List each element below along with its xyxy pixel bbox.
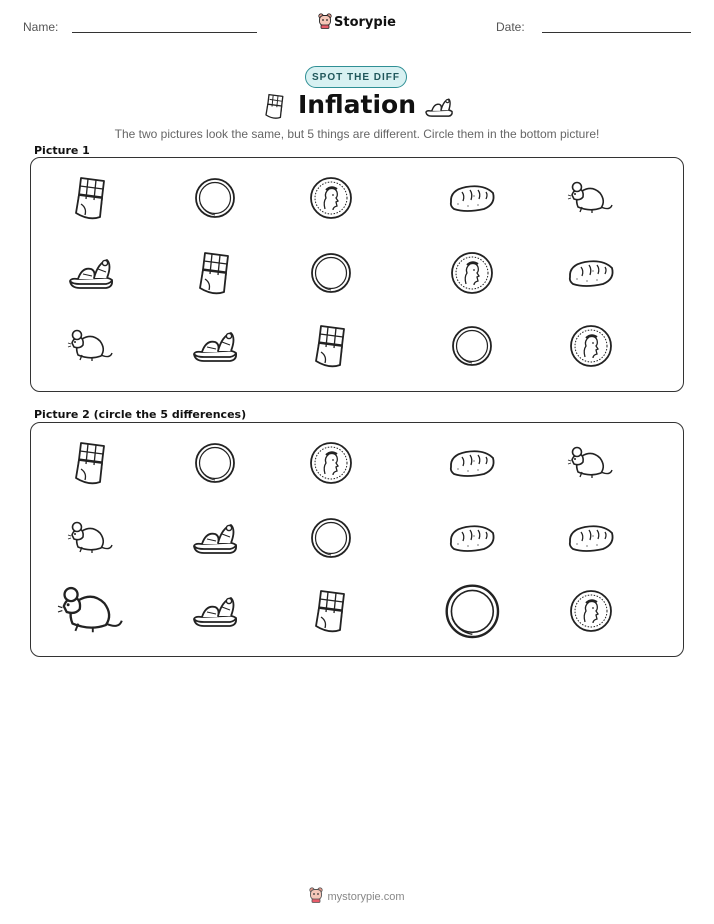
chocolate-bar-icon <box>311 588 351 634</box>
picture1-cell-1-4 <box>567 257 615 289</box>
picture1-cell-2-0 <box>68 327 114 365</box>
picture2-cell-0-0[interactable] <box>71 440 111 486</box>
picture2-panel[interactable] <box>30 422 684 657</box>
picture2-cell-0-4[interactable] <box>568 444 614 482</box>
picture2-cell-2-3[interactable] <box>444 583 501 640</box>
chocolate-bar-icon <box>71 440 111 486</box>
picture1-panel <box>30 157 684 392</box>
sandal-icon <box>192 329 238 363</box>
picture1-cell-0-2 <box>309 176 353 220</box>
name-label: Name: <box>23 20 59 34</box>
picture1-cell-2-3 <box>451 325 493 367</box>
picture1-cell-1-2 <box>310 252 352 294</box>
picture2-cell-0-1[interactable] <box>194 442 236 484</box>
picture1-cell-2-4 <box>569 324 613 368</box>
picture1-cell-2-2 <box>311 323 351 369</box>
picture2-cell-0-3[interactable] <box>448 447 496 479</box>
sandal-icon <box>192 594 238 628</box>
sandal-icon <box>424 96 454 118</box>
picture2-cell-1-4[interactable] <box>567 522 615 554</box>
mouse-icon <box>68 327 114 365</box>
sandal-icon <box>192 521 238 555</box>
picture2-cell-2-0[interactable] <box>58 583 125 638</box>
picture2-cell-1-2[interactable] <box>310 517 352 559</box>
date-line[interactable] <box>542 32 691 33</box>
mouse-icon <box>568 179 614 217</box>
brand-name: Storypie <box>334 15 396 30</box>
picture2-cell-1-1[interactable] <box>192 521 238 555</box>
sandal-icon <box>68 256 114 290</box>
picture1-cell-0-3 <box>448 182 496 214</box>
spot-the-diff-badge: SPOT THE DIFF <box>305 66 407 88</box>
picture1-cell-1-1 <box>195 250 235 296</box>
bread-loaf-icon <box>448 447 496 479</box>
roman-coin-icon <box>309 176 353 220</box>
bread-loaf-icon <box>567 257 615 289</box>
gold-coin-icon <box>194 177 236 219</box>
roman-coin-icon <box>450 251 494 295</box>
picture1-cell-1-3 <box>450 251 494 295</box>
gold-coin-icon <box>451 325 493 367</box>
chocolate-bar-icon <box>311 323 351 369</box>
picture1-cell-0-1 <box>194 177 236 219</box>
picture1-cell-0-4 <box>568 179 614 217</box>
footer <box>0 887 714 903</box>
roman-coin-icon <box>309 441 353 485</box>
picture2-cell-0-2[interactable] <box>309 441 353 485</box>
picture1-cell-2-1 <box>192 329 238 363</box>
storypie-mascot-icon <box>318 13 332 29</box>
picture1-cell-1-0 <box>68 256 114 290</box>
chocolate-bar-icon <box>195 250 235 296</box>
picture2-label: Picture 2 (circle the 5 differences) <box>34 408 247 421</box>
date-label: Date: <box>496 20 525 34</box>
brand-logo <box>0 13 714 30</box>
gold-coin-icon <box>310 517 352 559</box>
gold-coin-icon <box>310 252 352 294</box>
chocolate-bar-icon <box>71 175 111 221</box>
picture2-cell-1-0[interactable] <box>68 519 114 557</box>
mouse-icon <box>68 519 114 557</box>
footer-url[interactable]: mystorypie.com <box>327 891 405 903</box>
bread-loaf-icon <box>448 522 496 554</box>
picture1-label: Picture 1 <box>34 144 90 157</box>
bread-loaf-icon <box>567 522 615 554</box>
mouse-icon <box>568 444 614 482</box>
picture1-cell-0-0 <box>71 175 111 221</box>
instructions-text: The two pictures look the same, but 5 things are different. Circle them in the bottom picture! <box>114 127 600 141</box>
bread-loaf-icon <box>448 182 496 214</box>
page-title: Inflation <box>298 90 416 119</box>
picture2-cell-1-3[interactable] <box>448 522 496 554</box>
gold-coin-icon <box>194 442 236 484</box>
roman-coin-icon <box>569 589 613 633</box>
picture2-cell-2-1[interactable] <box>192 594 238 628</box>
picture2-cell-2-4[interactable] <box>569 589 613 633</box>
picture2-cell-2-2[interactable] <box>311 588 351 634</box>
gold-coin-icon <box>444 583 501 640</box>
roman-coin-icon <box>569 324 613 368</box>
mouse-icon <box>58 583 125 638</box>
storypie-mascot-icon <box>309 887 323 903</box>
title-sandal-icon <box>424 96 454 123</box>
name-line[interactable] <box>72 32 257 33</box>
